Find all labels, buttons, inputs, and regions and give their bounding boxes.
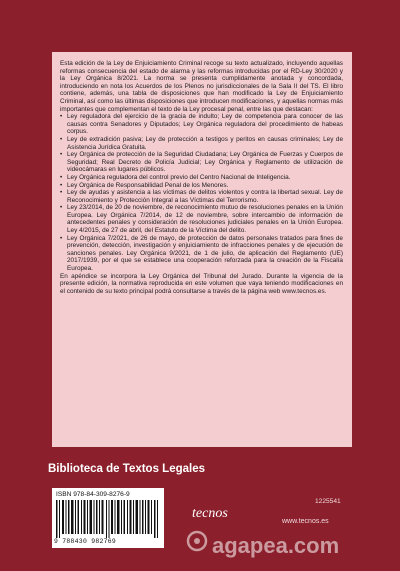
list-item: • Ley reguladora del ejercicio de la gracia de indulto; Ley de competencia para conocer de las causas contra Senadores y Diputados; Ley Orgánica reguladora del procedimiento de habeas corpus. xyxy=(60,113,343,136)
list-item: • Ley Orgánica reguladora del control previo del Centro Nacional de Inteligencia. xyxy=(60,173,291,181)
barcode-digits: 9 788430 982769 xyxy=(54,538,117,545)
laws-list xyxy=(60,113,343,272)
publisher-website: www.tecnos.es xyxy=(282,518,329,525)
barcode-icon xyxy=(56,500,160,538)
isbn-label: ISBN 978-84-309-8276-9 xyxy=(56,491,130,498)
publisher-logo: tecnos xyxy=(192,506,228,521)
agapea-logo-icon xyxy=(186,530,208,552)
intro-paragraph: Esta edición de la Ley de Enjuiciamiento Criminal recoge su texto actualizado, incluyendo aquellas reformas consecuencia del estado de alarma y las reformas introducidas por el RD-Ley 30/2020 y la Ley Orgánica 8/2021. La norma se presenta cumplidamente anotada y concordada, introduciendo en nota los Acuerdos de los Plenos no jurisdiccionales de la Sala II del TS. El libro contiene, además, una tabla de disposiciones que han modificado la Ley de Enjuiciamiento Criminal, así como las últimas disposiciones que introducen modificaciones, y aquellas normas más importantes que complementan el texto de la Ley procesal penal, entre las que destacan: xyxy=(60,60,343,113)
series-title: Biblioteca de Textos Legales xyxy=(48,463,206,475)
barcode-block xyxy=(52,488,164,548)
list-item: • Ley Orgánica 7/2021, de 26 de mayo, de protección de datos personales tratados para fines de prevención, detección, investigación y enjuiciamiento de infracciones penales y de ejecución de sanciones penales. Ley Orgánica 9/2021, de 1 de julio, de aplicación del Reglamento (UE) 2017/1939, por el que se establece una cooperación reforzada para la creación de la Fiscalía Europea. xyxy=(60,234,343,273)
list-item: • Ley de extradición pasiva; Ley de protección a testigos y peritos en causas criminales; Ley de Asistencia Jurídica Gratuita. xyxy=(60,135,343,151)
back-cover-blurb xyxy=(60,60,343,295)
appendix-paragraph: En apéndice se incorpora la Ley Orgánica del Tribunal del Jurado. Durante la vigencia de la presente edición, la normativa reproducida en este volumen que vaya teniendo modificaciones en el contenido de su texto principal podrá consultarse a través de la página web www.tecnos.es. xyxy=(60,272,343,295)
product-code: 1225541 xyxy=(315,498,341,505)
list-item: • Ley de ayudas y asistencia a las víctimas de delitos violentos y contra la libertad sexual. Ley de Reconocimiento y Protección Integral a las Víctimas del Terrorismo. xyxy=(60,189,343,204)
list-item: • Ley 23/2014, de 20 de noviembre, de reconocimiento mutuo de resoluciones penales en la Unión Europea. Ley Orgánica 7/2014, de 12 de noviembre, sobre intercambio de información de antecedentes penales y consideración de resoluciones judiciales penales en la Unión Europea. Ley 4/2015, de 27 de abril, del Estatuto de la Víctima del delito. xyxy=(60,204,343,235)
watermark-text: agapea.com xyxy=(212,533,340,558)
list-item: • Ley Orgánica de protección de la Seguridad Ciudadana; Ley Orgánica de Fuerzas y Cuerpos de Seguridad; Real Decreto de Policía Judicial; Ley Orgánica y Reglamento de utilización de videocámaras en lugares públicos. xyxy=(60,151,343,174)
list-item: • Ley Orgánica de Responsabilidad Penal de los Menores. xyxy=(60,181,229,189)
